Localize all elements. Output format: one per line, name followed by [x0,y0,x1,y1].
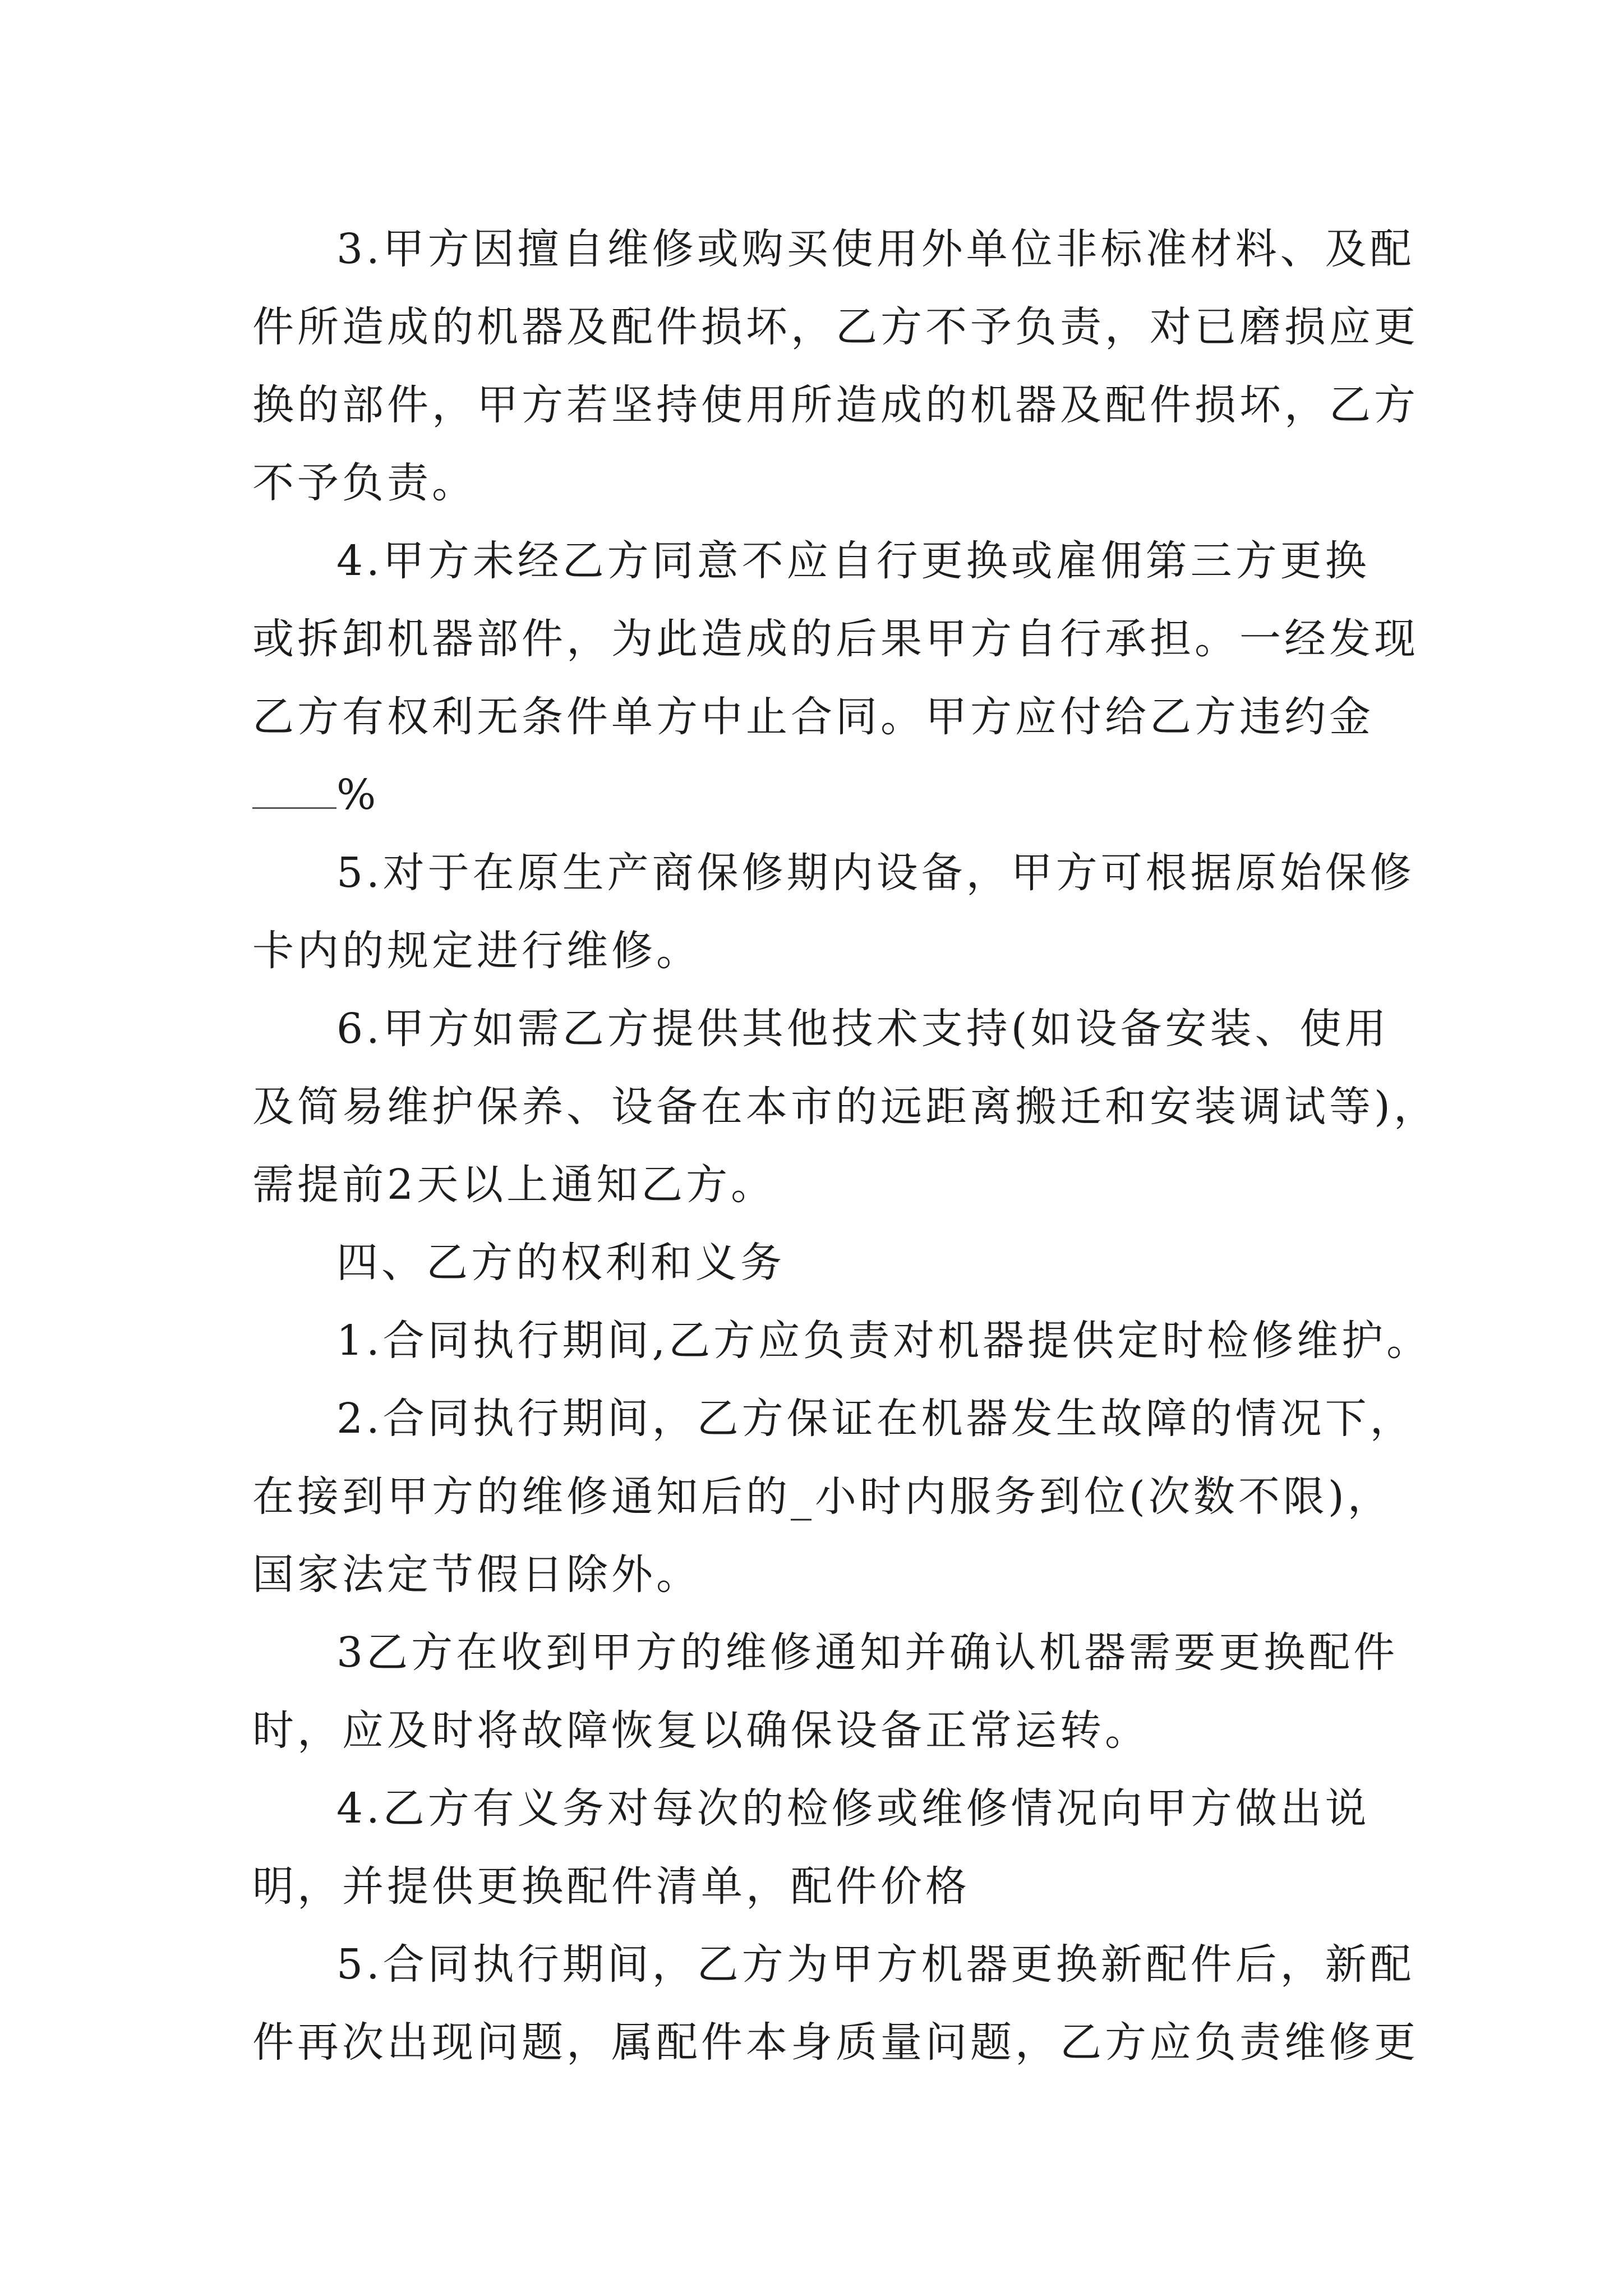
line-text: 四、乙方的权利和义务 [336,1239,785,1287]
paragraph-line [252,1848,1396,1926]
paragraph-line [252,1770,1396,1848]
line-text: 需提前2天以上通知乙方。 [252,1161,776,1209]
line-text: 明，并提供更换配件清单，配件价格 [252,1862,970,1911]
paragraph-line [252,1614,1399,1692]
line-text: 5.合同执行期间，乙方为甲方机器更换新配件后，新配 [336,1940,1415,1989]
line-text: 卡内的规定进行维修。 [252,927,701,975]
line-text: % [336,771,380,819]
paragraph-line [252,1146,1396,1224]
paragraph-line [252,1692,1396,1770]
section-heading [252,1224,1396,1302]
paragraph-line [252,366,1419,444]
paragraph-line [252,1302,1432,1380]
line-text: 不予负责。 [252,459,477,507]
paragraph-line [252,288,1419,366]
line-text: 乙方有权利无条件单方中止合同。甲方应付给乙方违约金 [252,693,1374,741]
line-text: 2.合同执行期间，乙方保证在机器发生故障的情况下， [336,1395,1415,1443]
paragraph-line [252,1458,1396,1536]
line-text: 5.对于在原生产商保修期内设备，甲方可根据原始保修 [336,849,1415,897]
paragraph-line [252,1380,1415,1458]
paragraph-line [252,444,1396,522]
line-text: 及简易维护保养、设备在本市的远距离搬迁和安装调试等)， [252,1083,1438,1131]
line-text: 6.甲方如需乙方提供其他技术支持(如设备安装、使用 [336,1005,1390,1053]
line-text: 4.乙方有义务对每次的检修或维修情况向甲方做出说 [336,1784,1370,1833]
line-text: 时，应及时将故障恢复以确保设备正常运转。 [252,1706,1150,1755]
paragraph-line [252,1926,1415,2004]
line-text: 换的部件，甲方若坚持使用所造成的机器及配件损坏，乙方 [252,381,1419,429]
line-text: 件再次出现问题，属配件本身质量问题，乙方应负责维修更 [252,2018,1419,2067]
paragraph-line [252,522,1396,600]
paragraph-line [252,210,1415,288]
line-text: 1.合同执行期间,乙方应负责对机器提供定时检修维护。 [336,1317,1432,1365]
paragraph-line [252,1068,1438,1146]
document-body [252,210,1438,2082]
paragraph-line [252,756,1396,834]
paragraph-line [252,834,1415,912]
paragraph-line [252,912,1396,990]
line-text: 4.甲方未经乙方同意不应自行更换或雇佣第三方更换 [336,537,1370,585]
paragraph-line [252,1536,1396,1614]
line-text: 3.甲方因擅自维修或购买使用外单位非标准材料、及配 [336,225,1415,273]
line-text: 在接到甲方的维修通知后的_小时内服务到位(次数不限)， [252,1473,1393,1521]
line-text: 国家法定节假日除外。 [252,1550,701,1599]
paragraph-line [252,2004,1419,2082]
paragraph-line [252,990,1396,1068]
fill-in-blank [252,774,336,809]
line-text: 件所造成的机器及配件损坏，乙方不予负责，对已磨损应更 [252,303,1419,351]
paragraph-line [252,600,1419,678]
line-text: 或拆卸机器部件，为此造成的后果甲方自行承担。一经发现 [252,615,1419,663]
line-text: 3乙方在收到甲方的维修通知并确认机器需要更换配件 [336,1628,1399,1677]
paragraph-line [252,678,1396,756]
